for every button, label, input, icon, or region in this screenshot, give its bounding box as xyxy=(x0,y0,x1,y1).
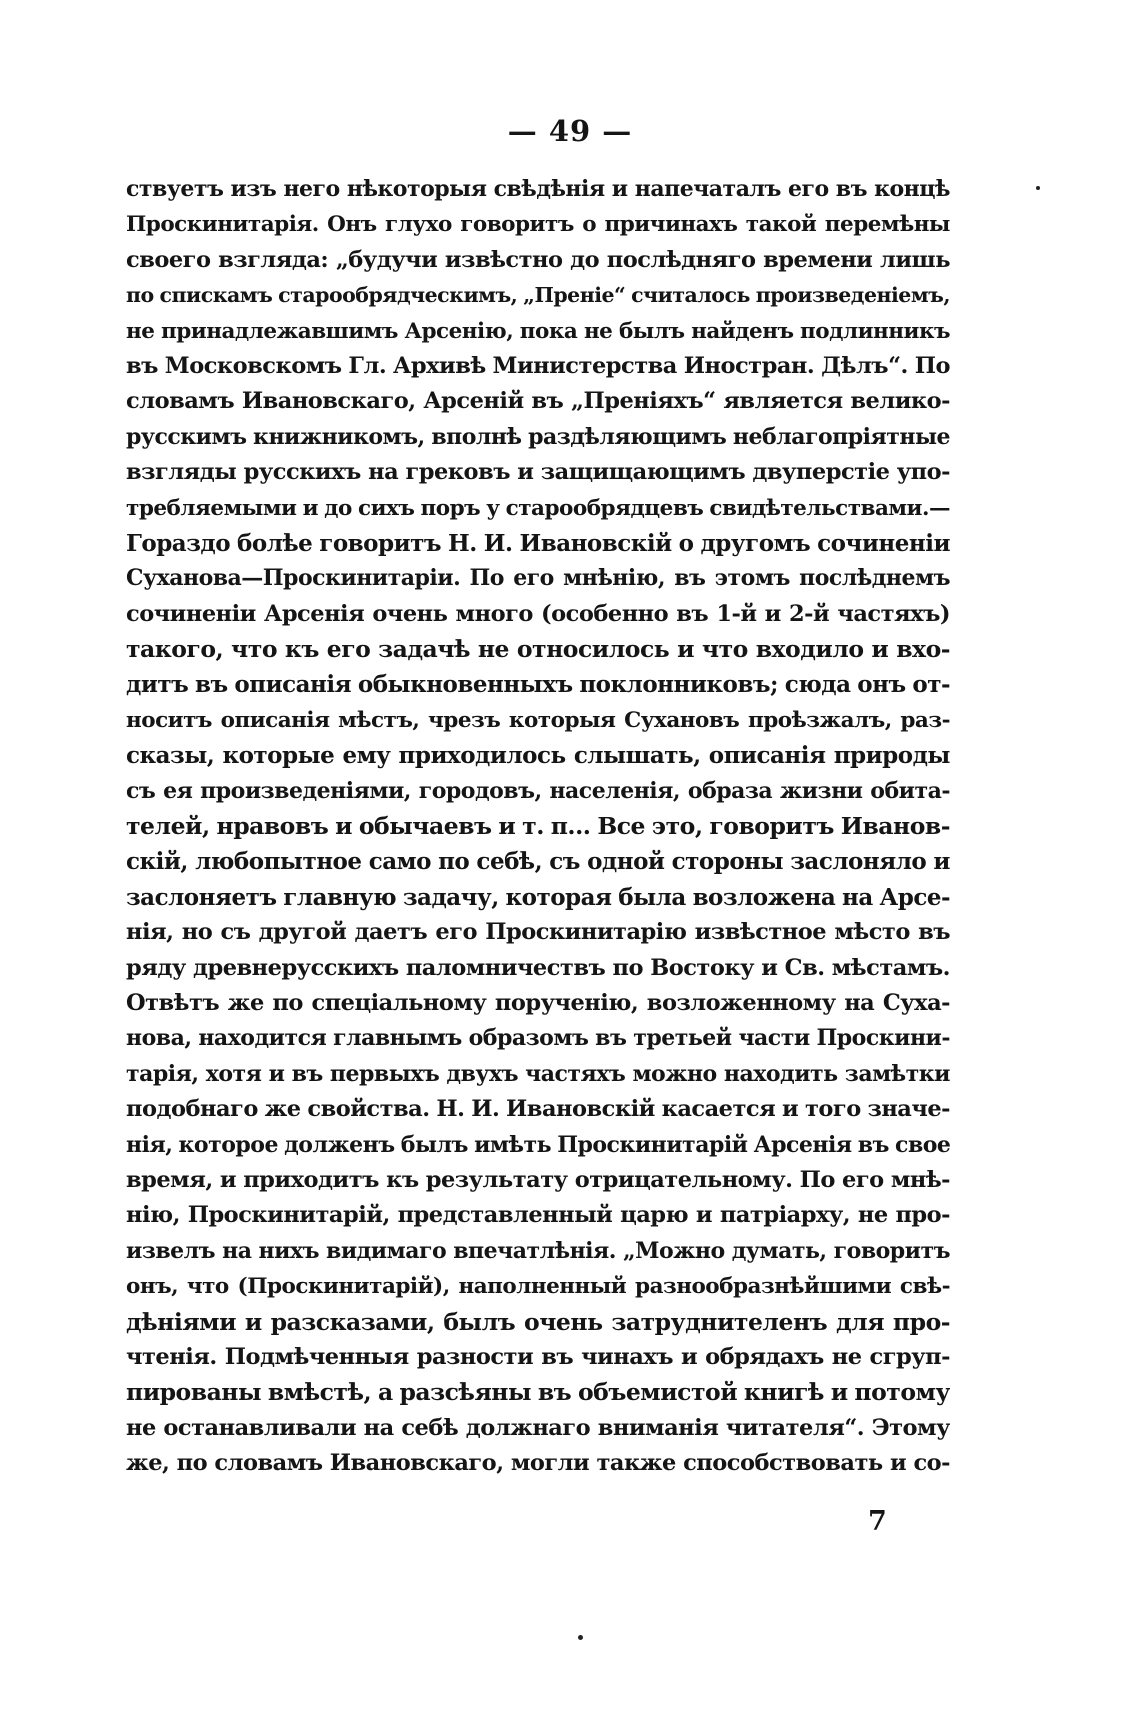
text-line: по спискамъ старообрядческимъ, „Преніе“ считалось произведеніемъ, xyxy=(126,283,950,308)
text-line: словамъ Ивановскаго, Арсеній въ „Преніяхъ“ является велико- xyxy=(126,388,950,415)
text-line: время, и приходитъ къ результату отрицательному. По его мнѣ- xyxy=(126,1166,950,1193)
text-line: не принадлежавшимъ Арсенію, пока не былъ найденъ подлинникъ xyxy=(126,318,950,344)
text-line: русскимъ книжникомъ, вполнѣ раздѣляющимъ неблагопріятные xyxy=(126,423,950,450)
text-line: ряду древнерусскихъ паломничествъ по Востоку и Св. мѣстамъ. xyxy=(126,954,950,981)
text-line: же, по словамъ Ивановскаго, могли также способствовать и со- xyxy=(126,1450,950,1477)
text-line: чтенія. Подмѣченныя разности въ чинахъ и обрядахъ не сгруп- xyxy=(126,1343,950,1370)
text-line: дѣніями и разсказами, былъ очень затруднителенъ для про- xyxy=(126,1307,950,1336)
text-line: заслоняетъ главную задачу, которая была возложена на Арсе- xyxy=(126,883,950,911)
text-line: ствуетъ изъ него нѣкоторыя свѣдѣнія и напечаталъ его въ концѣ xyxy=(126,176,950,202)
text-line: въ Московскомъ Гл. Архивѣ Министерства Иностран. Дѣлъ“. По xyxy=(126,352,950,379)
text-line: нія, но съ другой даетъ его Проскинитарію извѣстное мѣсто въ xyxy=(126,919,950,946)
text-line: скій, любопытное само по себѣ, съ одной стороны заслоняло и xyxy=(126,848,950,876)
text-line: Гораздо болѣе говоритъ Н. И. Ивановскій о другомъ сочиненіи xyxy=(126,529,950,557)
text-line: такого, что къ его задачѣ не относилось и что входило и вхо- xyxy=(126,635,950,664)
page-number: — 49 — xyxy=(507,114,633,148)
text-line: нію, Проскинитарій, представленный царю и патріарху, не про- xyxy=(126,1202,950,1229)
text-line: пированы вмѣстѣ, а разсѣяны въ объемистой книгѣ и потому xyxy=(126,1378,950,1407)
text-line: тарія, хотя и въ первыхъ двухъ частяхъ можно находить замѣтки xyxy=(126,1060,950,1087)
text-line: требляемыми и до сихъ поръ у старообрядцевъ свидѣтельствами.— xyxy=(126,495,950,521)
body-text xyxy=(126,172,950,1481)
text-line: онъ, что (Проскинитарій), наполненный разнообразнѣйшими свѣ- xyxy=(126,1274,950,1300)
text-line: Суханова—Проскинитаріи. По его мнѣнію, въ этомъ послѣднемъ xyxy=(126,565,950,592)
text-line: носитъ описанія мѣстъ, чрезъ которыя Сухановъ проѣзжалъ, раз- xyxy=(126,707,950,733)
ink-speck xyxy=(1036,186,1040,190)
signature-mark: 7 xyxy=(868,1506,887,1537)
text-line: Отвѣтъ же по спеціальному порученію, возложенному на Суха- xyxy=(126,989,950,1016)
text-line: своего взгляда: „будучи извѣстно до послѣдняго времени лишь xyxy=(126,246,950,273)
text-line: сочиненіи Арсенія очень много (особенно въ 1-й и 2-й частяхъ) xyxy=(126,600,950,627)
text-line: нова, находится главнымъ образомъ въ третьей части Проскини- xyxy=(126,1025,950,1052)
text-line: извелъ на нихъ видимаго впечатлѣнія. „Можно думать, говоритъ xyxy=(126,1237,950,1264)
ink-speck xyxy=(578,1635,583,1640)
text-line: нія, которое долженъ былъ имѣть Проскинитарій Арсенія въ свое xyxy=(126,1131,950,1158)
text-line: не останавливали на себѣ должнаго вниманія читателя“. Этому xyxy=(126,1414,950,1441)
text-line: взгляды русскихъ на грековъ и защищающимъ двуперстіе упо- xyxy=(126,459,950,486)
text-line: съ ея произведеніями, городовъ, населенія, образа жизни обита- xyxy=(126,777,950,804)
text-line: дитъ въ описанія обыкновенныхъ поклонниковъ; сюда онъ от- xyxy=(126,671,950,699)
text-line: телей, нравовъ и обычаевъ и т. п... Все это, говоритъ Иванов- xyxy=(126,812,950,841)
text-line: Проскинитарія. Онъ глухо говоритъ о причинахъ такой перемѣны xyxy=(126,212,950,238)
text-line: сказы, которые ему приходилось слышать, описанія природы xyxy=(126,742,950,770)
text-line: подобнаго же свойства. Н. И. Ивановскій касается и того значе- xyxy=(126,1096,950,1123)
